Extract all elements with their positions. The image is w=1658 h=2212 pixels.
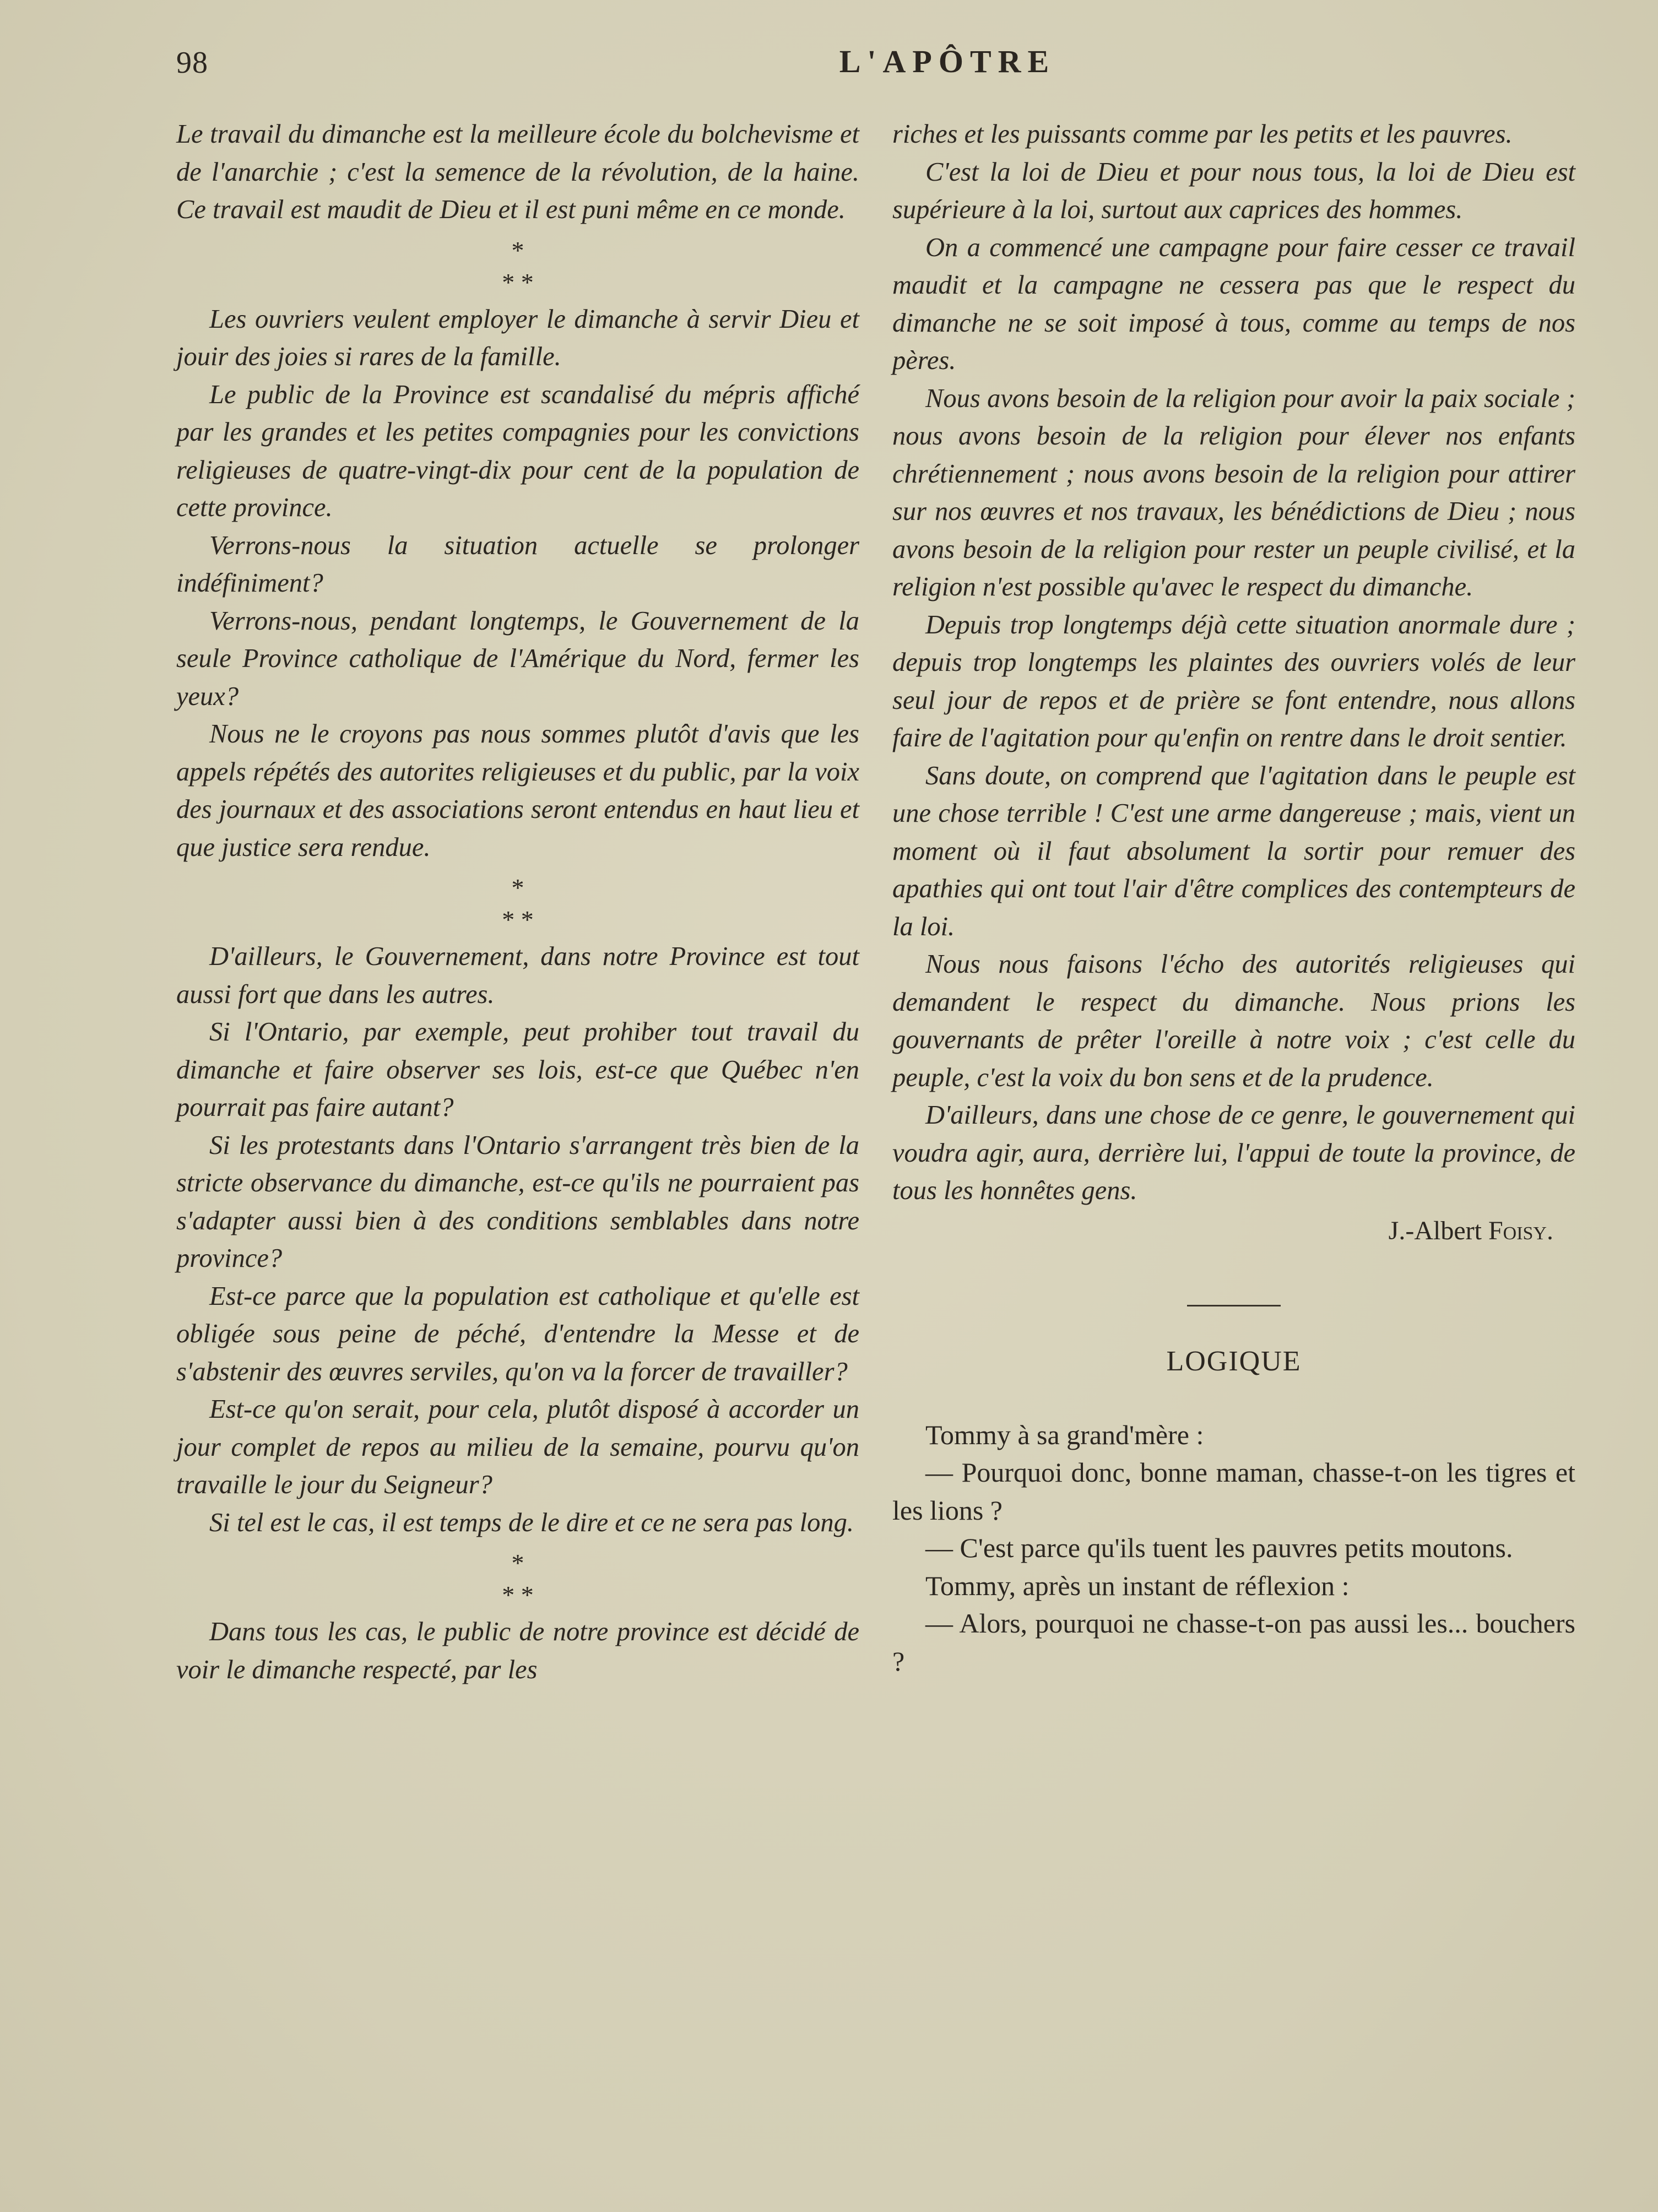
section-title: LOGIQUE [1166, 1345, 1302, 1377]
paragraph: Est-ce qu'on serait, pour cela, plutôt disposé à accorder un jour complet de repos au milieu de la semaine, pourvu qu'on travaille le jour du Seigneur? [176, 1395, 859, 1499]
signature-last-name: Foisy. [1488, 1216, 1553, 1245]
paragraph: D'ailleurs, dans une chose de ce genre, le gouvernement qui voudra agir, aura, derrière lui, l'appui de toute la province, de tous les honnêtes gens. [892, 1100, 1575, 1205]
page-header [176, 39, 1575, 88]
separator-star-top: * [511, 874, 524, 902]
paragraph: Sans doute, on comprend que l'agitation dans le peuple est une chose terrible ! C'est une arme dangereuse ; mais, vient un moment où il faut absolument la sortir pour remuer des apathies qui ont tout l'air d'être complices des contempteurs de la loi. [892, 761, 1575, 941]
anecdote-line: — C'est parce qu'ils tuent les pauvres petits moutons. [925, 1532, 1513, 1563]
author-signature [892, 1212, 1575, 1250]
section-separator [176, 235, 859, 299]
paragraph: Verrons-nous, pendant longtemps, le Gouvernement de la seule Province catholique de l'Amérique du Nord, fermer les yeux? [176, 606, 859, 711]
paragraph: Le travail du dimanche est la meilleure école du bolchevisme et de l'anarchie ; c'est la semence de la révolution, de la haine. Ce travail est maudit de Dieu et il est puni même en ce monde. [176, 120, 859, 224]
paragraph: Si les protestants dans l'Ontario s'arrangent très bien de la stricte observance du dimanche, est-ce qu'ils ne pourraient pas s'adapter aussi bien à des conditions semblables dans notre province? [176, 1130, 859, 1273]
journal-title: L'APÔTRE [839, 44, 1056, 79]
paragraph: D'ailleurs, le Gouvernement, dans notre Province est tout aussi fort que dans les autres. [176, 942, 859, 1009]
right-column [892, 116, 1575, 1680]
paragraph: Le public de la Province est scandalisé du mépris affiché par les grandes et les petites compagnies pour les convictions religieuses de quatre-vingt-dix pour cent de la population de cette province. [176, 379, 859, 522]
separator-stars-bottom: * * [502, 1581, 534, 1609]
paragraph: riches et les puissants comme par les petits et les pauvres. [892, 120, 1513, 149]
section-rule [1187, 1305, 1281, 1306]
paragraph: Si tel est le cas, il est temps de le dire et ce ne sera pas long. [209, 1508, 854, 1537]
page-number: 98 [176, 46, 208, 80]
anecdote-line: — Pourquoi donc, bonne maman, chasse-t-on les tigres et les lions ? [892, 1457, 1575, 1526]
separator-star-top: * [511, 236, 524, 264]
paragraph: Si l'Ontario, par exemple, peut prohiber tout travail du dimanche et faire observer ses lois, est-ce que Québec n'en pourrait pas faire autant? [176, 1017, 859, 1122]
anecdote-line: Tommy, après un instant de réflexion : [925, 1570, 1350, 1601]
paragraph: Nous ne le croyons pas nous sommes plutôt d'avis que les appels répétés des autorites religieuses et du public, par la voix des journaux et des associations seront entendus en haut lieu et que justice sera rendue. [176, 719, 859, 862]
paragraph: C'est la loi de Dieu et pour nous tous, la loi de Dieu est supérieure à la loi, surtout aux caprices des hommes. [892, 157, 1575, 224]
signature-first-name: J.-Albert [1388, 1216, 1482, 1245]
section-separator [176, 1547, 859, 1611]
paragraph: Les ouvriers veulent employer le dimanche à servir Dieu et jouir des joies si rares de la famille. [176, 304, 859, 371]
paragraph: Est-ce parce que la population est catholique et qu'elle est obligée sous peine de péché, d'entendre la Messe et de s'abstenir des œuvres serviles, qu'on va la forcer de travailler? [176, 1281, 859, 1386]
paragraph: On a commencé une campagne pour faire cesser ce travail maudit et la campagne ne cessera pas que le respect du dimanche ne se soit imposé à tous, comme au temps de nos pères. [892, 232, 1575, 375]
paragraph: Verrons-nous la situation actuelle se prolonger indéfiniment? [176, 530, 859, 598]
left-column [176, 116, 859, 1689]
separator-star-top: * [511, 1549, 524, 1577]
anecdote-line: Tommy à sa grand'mère : [925, 1419, 1204, 1450]
paragraph: Depuis trop longtemps déjà cette situation anormale dure ; depuis trop longtemps les plaintes des ouvriers volés de leur seul jour de repos et de prière se font entendre, nous allons faire de l'agitation pour qu'enfin on rentre dans le droit sentier. [892, 610, 1575, 752]
separator-stars-bottom: * * [502, 268, 534, 296]
separator-stars-bottom: * * [502, 906, 534, 934]
section-separator [176, 872, 859, 936]
paragraph: Dans tous les cas, le public de notre province est décidé de voir le dimanche respecté, par les [176, 1617, 859, 1684]
anecdote-line: — Alors, pourquoi ne chasse-t-on pas aussi les... bouchers ? [892, 1608, 1575, 1677]
paragraph: Nous nous faisons l'écho des autorités religieuses qui demandent le respect du dimanche. Nous prions les gouvernants de prêter l'oreille à notre voix ; c'est celle du peuple, c'est la voix du bon sens et de la prudence. [892, 950, 1575, 1092]
paragraph: Nous avons besoin de la religion pour avoir la paix sociale ; nous avons besoin de la religion pour élever nos enfants chrétiennement ; nous avons besoin de la religion pour attirer sur nos œuvres et nos travaux, les bénédictions de Dieu ; nous avons besoin de la religion pour rester un peuple civilisé, et la religion n'est possible qu'avec le respect du dimanche. [892, 383, 1575, 601]
